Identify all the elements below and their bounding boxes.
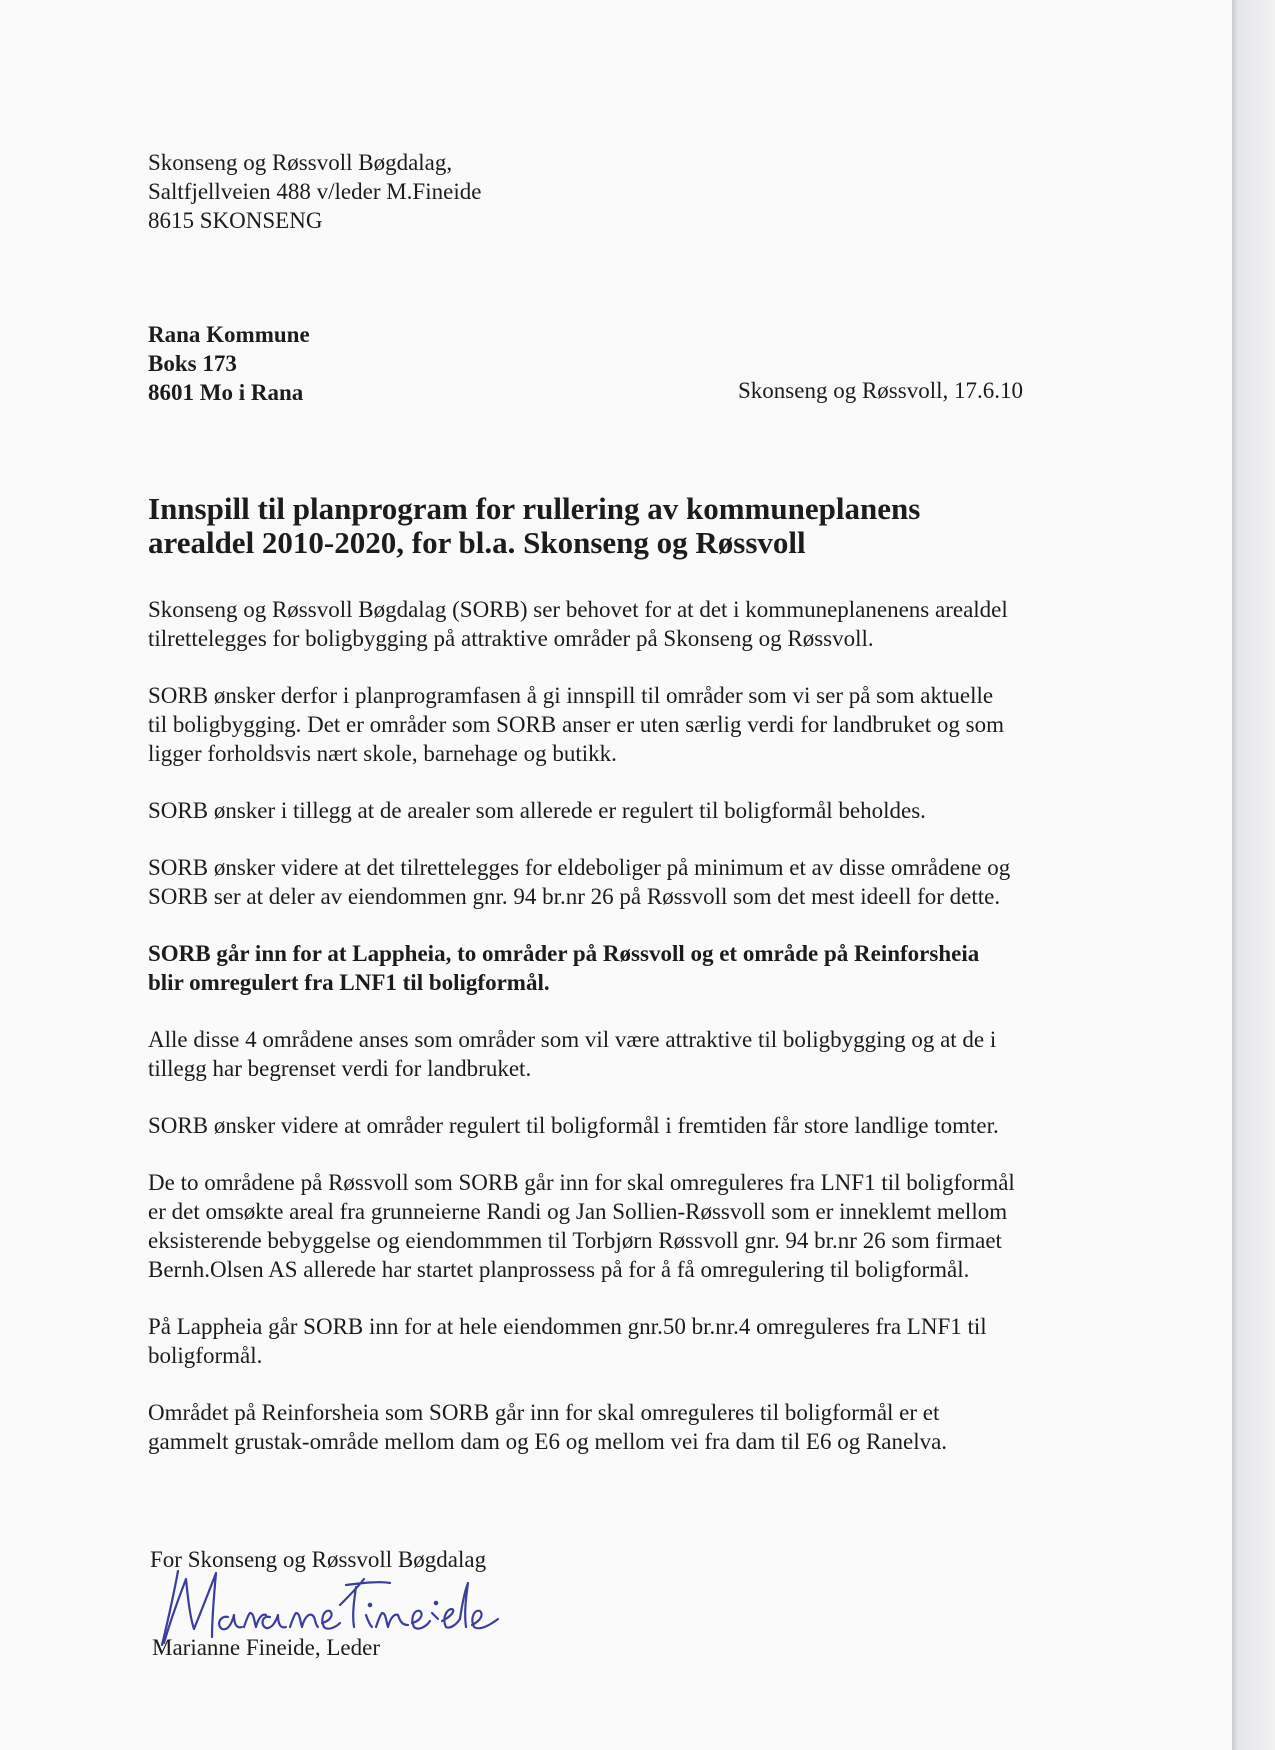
recipient-line: 8601 Mo i Rana	[148, 380, 304, 405]
signer-name: Marianne Fineide, Leder	[152, 1635, 380, 1660]
paragraph-line: til boligbygging. Det er områder som SORB anser er uten særlig verdi for landbruket og som	[148, 712, 1004, 737]
paragraph-line: SORB ønsker videre at områder regulert til boligformål i fremtiden får store landlige tomter.	[148, 1113, 999, 1138]
paragraph-line: ligger forholdsvis nært skole, barnehage og butikk.	[148, 741, 617, 766]
paragraph-line: boligformål.	[148, 1343, 263, 1368]
paragraph-line: tilrettelegges for boligbygging på attraktive områder på Skonseng og Røssvoll.	[148, 626, 874, 651]
paragraph-line: På Lappheia går SORB inn for at hele eiendommen gnr.50 br.nr.4 omreguleres fra LNF1 til	[148, 1314, 987, 1339]
paragraph-line: SORB ønsker i tillegg at de arealer som allerede er regulert til boligformål beholdes.	[148, 798, 926, 823]
body-paragraph	[148, 681, 1088, 768]
body-paragraph	[148, 1025, 1088, 1083]
recipient-line: Rana Kommune	[148, 322, 310, 347]
body-paragraph	[148, 939, 1088, 997]
recipient-address	[148, 320, 310, 407]
sender-line: Saltfjellveien 488 v/leder M.Fineide	[148, 179, 482, 204]
paragraph-line: SORB ønsker videre at det tilrettelegges for eldeboliger på minimum et av disse områdene og	[148, 855, 1011, 880]
sender-address	[148, 148, 481, 235]
body-paragraph	[148, 796, 1088, 825]
paragraph-line: blir omregulert fra LNF1 til boligformål.	[148, 970, 550, 995]
paragraph-line: De to områdene på Røssvoll som SORB går inn for skal omreguleres fra LNF1 til boligformål	[148, 1170, 1015, 1195]
paragraph-line: Alle disse 4 områdene anses som områder som vil være attraktive til boligbygging og at de i	[148, 1027, 997, 1052]
letter-title	[148, 492, 1048, 560]
sender-line: 8615 SKONSENG	[148, 208, 323, 233]
body-paragraph	[148, 1312, 1088, 1370]
sender-line: Skonseng og Røssvoll Bøgdalag,	[148, 150, 453, 175]
paragraph-line: Skonseng og Røssvoll Bøgdalag (SORB) ser behovet for at det i kommuneplanenens arealdel	[148, 597, 1008, 622]
body-paragraph	[148, 1398, 1088, 1456]
date-place: Skonseng og Røssvoll, 17.6.10	[738, 378, 1023, 403]
body-paragraph	[148, 853, 1088, 911]
closing-line: For Skonseng og Røssvoll Bøgdalag	[150, 1547, 487, 1572]
body-paragraph	[148, 1111, 1088, 1140]
paragraph-line: SORB går inn for at Lappheia, to områder på Røssvoll og et område på Reinforsheia	[148, 941, 980, 966]
paragraph-line: er det omsøkte areal fra grunneierne Randi og Jan Sollien-Røssvoll som er inneklemt mellom	[148, 1199, 1008, 1224]
paragraph-line: Bernh.Olsen AS allerede har startet planprossess på for å få omregulering til boligformål.	[148, 1257, 970, 1282]
paragraph-line: gammelt grustak-område mellom dam og E6 og mellom vei fra dam til E6 og Ranelva.	[148, 1429, 948, 1454]
title-line: Innspill til planprogram for rullering av kommuneplanens	[148, 491, 921, 526]
body-paragraph	[148, 1168, 1088, 1284]
scan-edge	[1232, 0, 1275, 1750]
paragraph-line: eksisterende bebyggelse og eiendommmen til Torbjørn Røssvoll gnr. 94 br.nr 26 som firmaet	[148, 1228, 1002, 1253]
body-paragraph	[148, 595, 1088, 653]
paragraph-line: SORB ser at deler av eiendommen gnr. 94 br.nr 26 på Røssvoll som det mest ideell for dette.	[148, 884, 1001, 909]
recipient-line: Boks 173	[148, 351, 237, 376]
title-line: arealdel 2010-2020, for bl.a. Skonseng og Røssvoll	[148, 525, 806, 560]
paragraph-line: tillegg har begrenset verdi for landbruket.	[148, 1056, 532, 1081]
paragraph-line: Området på Reinforsheia som SORB går inn for skal omreguleres til boligformål er et	[148, 1400, 940, 1425]
paragraph-line: SORB ønsker derfor i planprogramfasen å gi innspill til områder som vi ser på som aktuelle	[148, 683, 994, 708]
letter-body	[148, 595, 1088, 1484]
